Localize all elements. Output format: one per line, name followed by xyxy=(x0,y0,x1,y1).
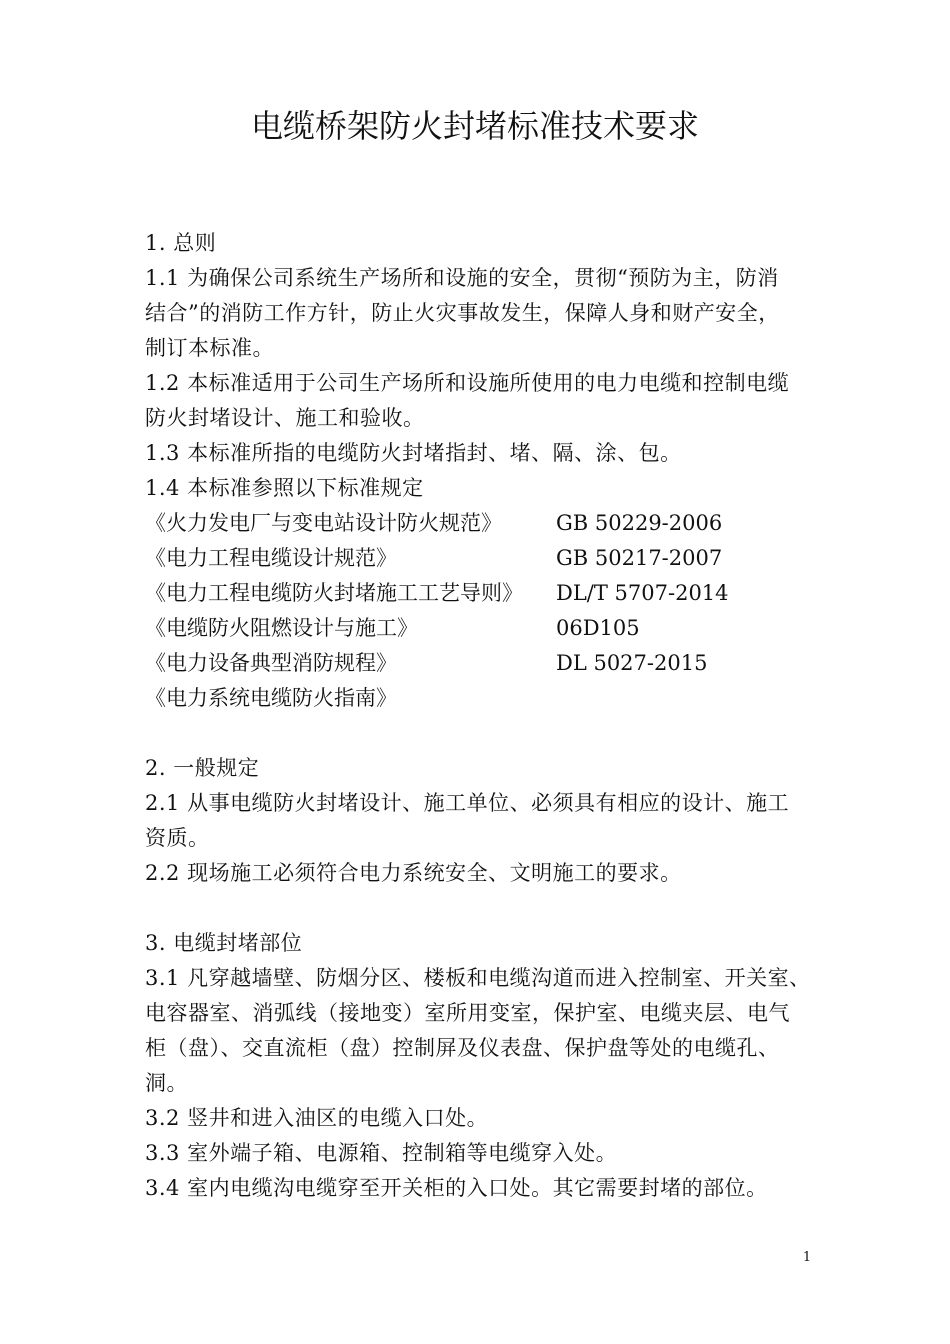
document-title: 电缆桥架防火封堵标准技术要求 xyxy=(250,107,699,145)
reference-code: DL/T 5707-2014 xyxy=(556,581,729,605)
paragraph-line: 2.2 现场施工必须符合电力系统安全、文明施工的要求。 xyxy=(145,861,682,885)
reference-title: 《电力工程电缆设计规范》 xyxy=(145,546,397,570)
paragraph-line: 3.3 室外端子箱、电源箱、控制箱等电缆穿入处。 xyxy=(145,1141,618,1165)
paragraph-line: 1.1 为确保公司系统生产场所和设施的安全，贯彻“预防为主，防消 xyxy=(145,266,779,290)
reference-code: GB 50217-2007 xyxy=(556,546,723,570)
paragraph-line: 1.2 本标准适用于公司生产场所和设施所使用的电力电缆和控制电缆 xyxy=(145,371,790,395)
section-2-heading: 2. 一般规定 xyxy=(145,756,260,780)
reference-title: 《电力系统电缆防火指南》 xyxy=(145,686,397,710)
reference-code: DL 5027-2015 xyxy=(556,651,708,675)
section-spacer xyxy=(145,716,815,751)
reference-row xyxy=(145,681,815,716)
page-number: 1 xyxy=(802,1250,812,1265)
paragraph-line: 制订本标准。 xyxy=(145,336,274,360)
paragraph-line: 结合”的消防工作方针，防止火灾事故发生，保障人身和财产安全， xyxy=(145,301,780,325)
reference-title: 《电力工程电缆防火封堵施工工艺导则》 xyxy=(145,581,523,605)
reference-code: 06D105 xyxy=(556,616,640,640)
section-3-heading: 3. 电缆封堵部位 xyxy=(145,931,303,955)
paragraph-line: 1.4 本标准参照以下标准规定 xyxy=(145,476,424,500)
reference-title: 《火力发电厂与变电站设计防火规范》 xyxy=(145,511,502,535)
paragraph-line: 3.4 室内电缆沟电缆穿至开关柜的入口处。其它需要封堵的部位。 xyxy=(145,1176,768,1200)
paragraph-line: 1.3 本标准所指的电缆防火封堵指封、堵、隔、涂、包。 xyxy=(145,441,682,465)
paragraph-line: 3.1 凡穿越墙壁、防烟分区、楼板和电缆沟道而进入控制室、开关室、 xyxy=(145,966,811,990)
reference-row xyxy=(145,576,815,611)
section-spacer xyxy=(145,891,815,926)
paragraph-line: 资质。 xyxy=(145,826,210,850)
reference-row xyxy=(145,506,815,541)
paragraph-line: 柜（盘）、交直流柜（盘）控制屏及仪表盘、保护盘等处的电缆孔、 xyxy=(145,1036,780,1060)
reference-row xyxy=(145,541,815,576)
section-1-heading: 1. 总则 xyxy=(145,231,217,255)
paragraph-line: 防火封堵设计、施工和验收。 xyxy=(145,406,425,430)
paragraph-line: 洞。 xyxy=(145,1071,188,1095)
reference-row xyxy=(145,611,815,646)
paragraph-line: 电容器室、消弧线（接地变）室所用变室，保护室、电缆夹层、电气 xyxy=(145,1001,790,1025)
reference-title: 《电缆防火阻燃设计与施工》 xyxy=(145,616,418,640)
document-body xyxy=(145,226,815,1206)
paragraph-line: 2.1 从事电缆防火封堵设计、施工单位、必须具有相应的设计、施工 xyxy=(145,791,790,815)
reference-row xyxy=(145,646,815,681)
reference-code: GB 50229-2006 xyxy=(556,511,723,535)
paragraph-line: 3.2 竖井和进入油区的电缆入口处。 xyxy=(145,1106,489,1130)
reference-title: 《电力设备典型消防规程》 xyxy=(145,651,397,675)
